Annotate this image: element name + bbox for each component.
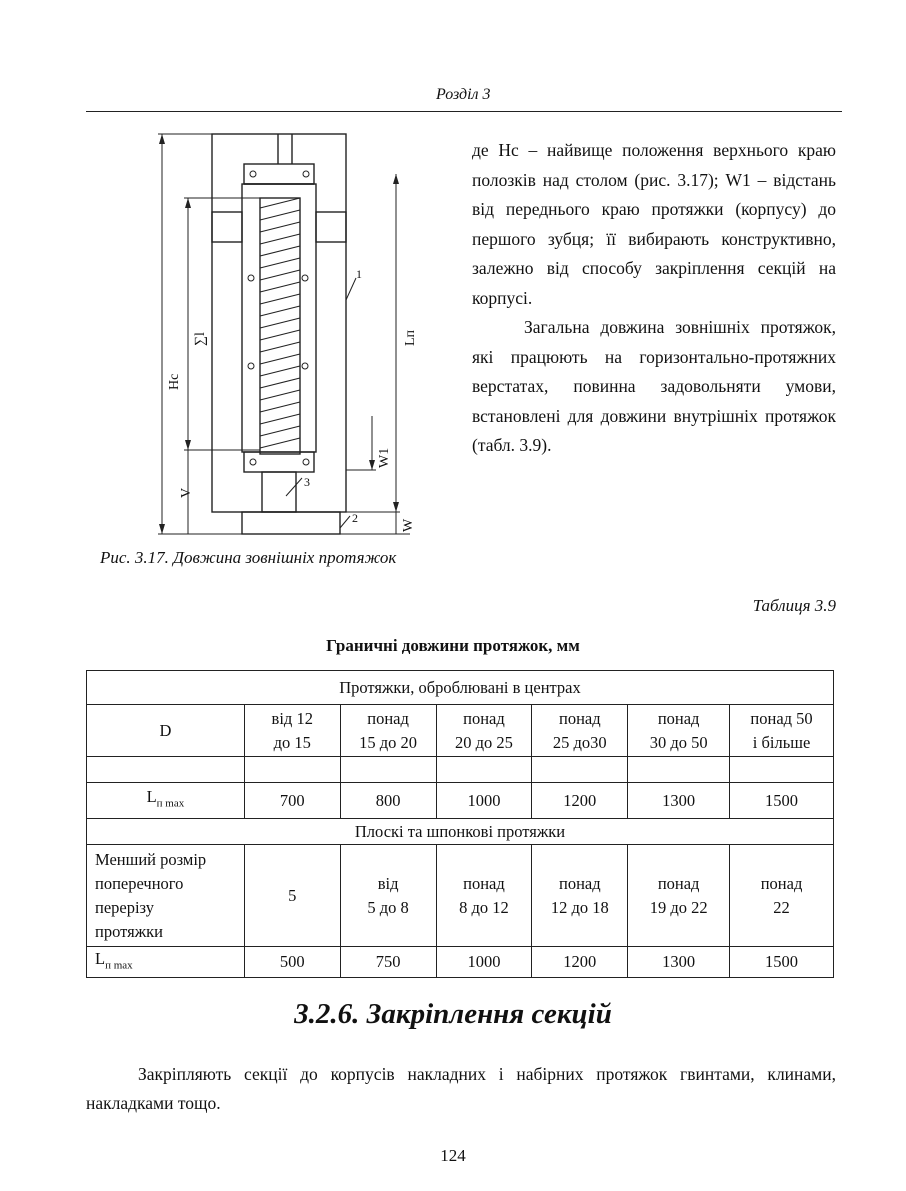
label-2: 2 [352, 511, 358, 525]
section-heading: 3.2.6. Закріплення секцій [294, 998, 612, 1030]
label-1: 1 [356, 267, 362, 281]
label-w1: W1 [377, 447, 392, 468]
table-cell: 5 [244, 845, 340, 947]
table-row [87, 845, 834, 947]
min-size-header: Менший розмір поперечного перерізу протяжки [87, 845, 245, 947]
table-row [87, 819, 834, 845]
page-number: 124 [440, 1146, 466, 1165]
table-cell: 1200 [532, 947, 628, 978]
group-title-flat: Плоскі та шпонкові протяжки [87, 819, 834, 845]
d-header: D [87, 705, 245, 757]
table-row-empty [87, 757, 834, 783]
table-cell: понад 50 і більше [730, 705, 834, 757]
label-hc: Hc [167, 373, 182, 390]
table-cell: 1000 [436, 947, 532, 978]
table-cell: 1300 [628, 947, 730, 978]
figure-caption: Рис. 3.17. Довжина зовнішніх протяжок [100, 548, 397, 567]
ln-max-header: $L_{п max}$ [87, 783, 245, 819]
table-cell: понад 25 до30 [532, 705, 628, 757]
table-cell: понад 15 до 20 [340, 705, 436, 757]
label-3: 3 [304, 475, 310, 489]
table-cell: 700 [244, 783, 340, 819]
label-sum-l: ∑l [193, 332, 208, 346]
table-row [87, 671, 834, 705]
table-cell: від 12 до 15 [244, 705, 340, 757]
table-row [87, 705, 834, 757]
section-paragraph: Закріпляють секції до корпусів накладних і набірних протяжок гвинтами, клинами, накладками тощо. [86, 1064, 836, 1113]
table-cell: від 5 до 8 [340, 845, 436, 947]
table-cell: 500 [244, 947, 340, 978]
table-cell: понад 12 до 18 [532, 845, 628, 947]
header-rule [86, 111, 842, 112]
side-paragraph-1: де Hc – найвище положення верхнього краю полозків над столом (рис. 3.17); W1 – відстань від переднього краю протяжки (корпусу) до першого зубця; її вибирають конструктивно, залежно від способу закріплення секцій на корпусі. [472, 140, 836, 308]
broach-length-figure [150, 128, 420, 538]
table-row [87, 783, 834, 819]
group-title-centers: Протяжки, оброблювані в центрах [87, 671, 834, 705]
table-title: Граничні довжини протяжок, мм [326, 636, 580, 655]
table-row [87, 947, 834, 978]
table-cell: 1500 [730, 947, 834, 978]
table-cell: понад 22 [730, 845, 834, 947]
table-cell: понад 8 до 12 [436, 845, 532, 947]
table-cell: 1300 [628, 783, 730, 819]
table-cell: 1500 [730, 783, 834, 819]
side-text [472, 136, 836, 461]
running-header: Розділ 3 [436, 86, 491, 103]
table-cell: понад 20 до 25 [436, 705, 532, 757]
table-cell: понад 30 до 50 [628, 705, 730, 757]
side-paragraph-2: Загальна довжина зовнішніх протяжок, які працюють на горизонтально-протяжних верстатах, повинна задовольняти умови, встановлені для довжини внутрішніх протяжок (табл. 3.9). [472, 317, 836, 455]
table-cell: 800 [340, 783, 436, 819]
table-label: Таблиця 3.9 [752, 596, 836, 615]
table-cell: 750 [340, 947, 436, 978]
label-w: W [401, 518, 416, 532]
ln-max-header-2: $L_{п max}$ [87, 947, 245, 978]
table-cell: 1200 [532, 783, 628, 819]
table-cell: 1000 [436, 783, 532, 819]
broach-length-table [86, 670, 834, 978]
label-v: V [179, 487, 194, 498]
label-ln: Lп [403, 329, 418, 346]
table-cell: понад 19 до 22 [628, 845, 730, 947]
